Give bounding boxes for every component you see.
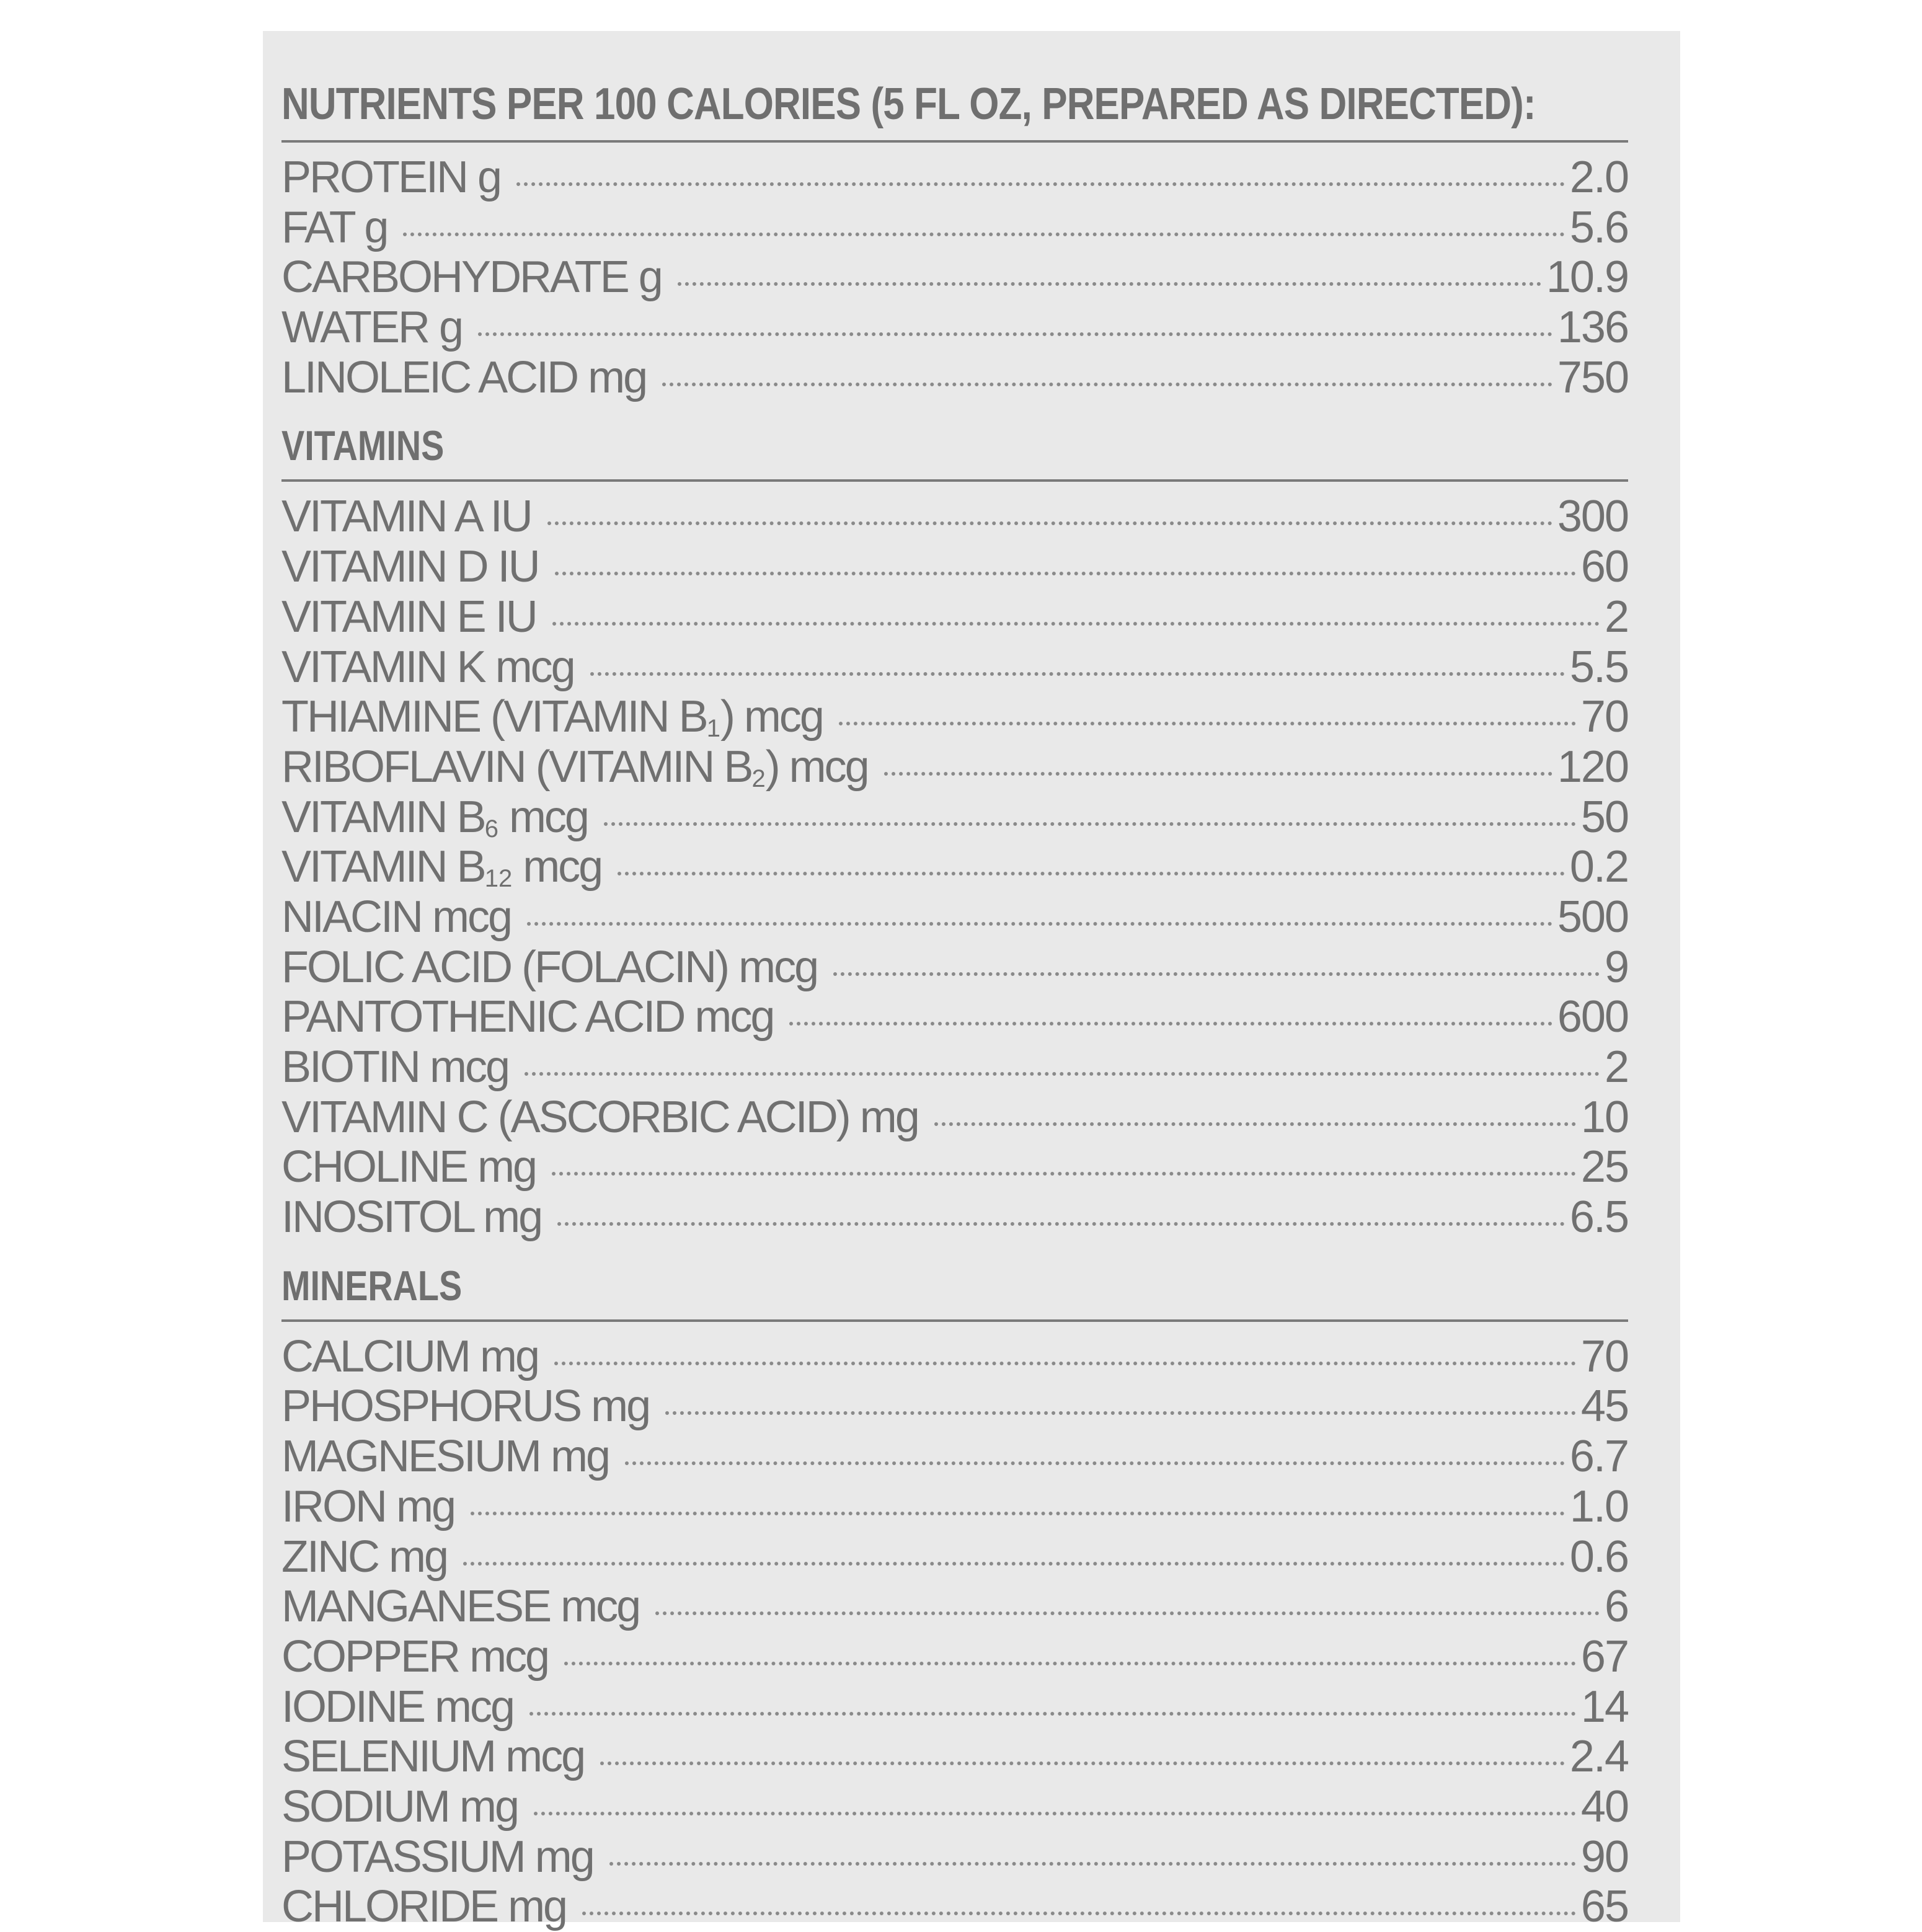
nutrient-label-prefix: RIBOFLAVIN (VITAMIN B: [281, 742, 752, 792]
dot-leader: [582, 1912, 1576, 1915]
nutrient-label: VITAMIN D IU: [281, 542, 539, 592]
nutrient-label: MAGNESIUM mg: [281, 1432, 609, 1482]
nutrient-row: [281, 1042, 1628, 1092]
dot-leader: [600, 1761, 1565, 1765]
dot-leader: [655, 1611, 1600, 1615]
panel-title: NUTRIENTS PER 100 CALORIES (5 FL OZ, PREPARED AS DIRECTED):: [281, 79, 1536, 129]
dot-leader: [604, 822, 1576, 826]
dot-leader: [478, 332, 1552, 336]
nutrient-row: [281, 1482, 1628, 1532]
nutrient-row: [281, 1582, 1628, 1632]
nutrient-label: VITAMIN A IU: [281, 492, 531, 542]
nutrient-value: 70: [1580, 1331, 1628, 1381]
nutrient-value: 10: [1580, 1092, 1628, 1142]
dot-leader: [403, 233, 1564, 236]
dot-leader: [554, 1362, 1576, 1365]
nutrient-label-subscript: 6: [484, 815, 498, 843]
nutrient-value: 300: [1557, 492, 1628, 542]
nutrient-row: [281, 842, 1628, 892]
nutrient-value: 6.5: [1569, 1192, 1628, 1243]
nutrient-label: FAT g: [281, 202, 388, 252]
nutrient-value: 40: [1580, 1781, 1628, 1832]
dot-leader: [552, 622, 1600, 626]
dot-leader: [833, 972, 1600, 976]
minerals-list: [281, 1332, 1628, 1932]
nutrient-row: [281, 642, 1628, 693]
nutrient-label-prefix: VITAMIN B: [281, 842, 485, 892]
nutrient-value: 2: [1604, 592, 1628, 642]
nutrient-value: 25: [1580, 1142, 1628, 1192]
nutrient-value: 0.2: [1569, 842, 1628, 892]
dot-leader: [789, 1022, 1552, 1026]
nutrient-value: 65: [1580, 1882, 1628, 1932]
dot-leader: [525, 1072, 1600, 1076]
dot-leader: [625, 1461, 1565, 1465]
nutrient-label: WATER g: [281, 303, 463, 353]
nutrient-label-suffix: ) mcg: [765, 742, 868, 792]
nutrient-value: 45: [1580, 1381, 1628, 1432]
nutrient-row: [281, 492, 1628, 542]
nutrient-label: POTASSIUM mg: [281, 1832, 593, 1882]
nutrient-label: BIOTIN mcg: [281, 1042, 509, 1092]
nutrient-row: [281, 1732, 1628, 1782]
nutrient-label: NIACIN mcg: [281, 892, 512, 942]
dot-leader: [552, 1172, 1576, 1176]
nutrient-row: [281, 1092, 1628, 1143]
dot-leader: [662, 383, 1552, 386]
nutrient-label: IRON mg: [281, 1481, 455, 1531]
nutrient-label-subscript: 1: [706, 715, 720, 743]
nutrient-value: 136: [1557, 303, 1628, 353]
dot-leader: [609, 1862, 1576, 1866]
nutrient-label-subscript: 12: [484, 865, 513, 893]
nutrient-row: [281, 1532, 1628, 1582]
dot-leader: [618, 872, 1565, 875]
nutrient-value: 6.7: [1569, 1432, 1628, 1482]
dot-leader: [678, 282, 1541, 286]
nutrient-value: 14: [1580, 1682, 1628, 1732]
nutrient-value: 5.6: [1569, 202, 1628, 252]
nutrient-row: [281, 1192, 1628, 1243]
nutrient-value: 2.4: [1569, 1732, 1628, 1782]
nutrient-label: MANGANESE mcg: [281, 1582, 640, 1632]
nutrient-row: [281, 1832, 1628, 1882]
nutrient-value: 5.5: [1569, 642, 1628, 692]
nutrient-row: [281, 1882, 1628, 1932]
nutrient-label: PROTEIN g: [281, 153, 501, 202]
nutrient-label: CHOLINE mg: [281, 1142, 536, 1192]
nutrient-label: ZINC mg: [281, 1531, 447, 1582]
nutrient-label-prefix: VITAMIN B: [281, 792, 485, 842]
vitamins-heading: VITAMINS: [281, 422, 445, 470]
nutrient-row: [281, 1782, 1628, 1832]
nutrient-value: 600: [1557, 992, 1628, 1042]
dot-leader: [839, 722, 1576, 725]
nutrient-value: 750: [1557, 352, 1628, 402]
nutrient-row: [281, 542, 1628, 592]
nutrient-row: [281, 1432, 1628, 1482]
nutrient-value: 500: [1557, 892, 1628, 942]
nutrient-value: 0.6: [1569, 1531, 1628, 1582]
nutrient-value: 67: [1580, 1631, 1628, 1682]
nutrient-value: 70: [1580, 692, 1628, 742]
nutrient-row: [281, 153, 1628, 203]
dot-leader: [934, 1122, 1576, 1126]
nutrient-label: IODINE mcg: [281, 1682, 514, 1732]
nutrient-label: PANTOTHENIC ACID mcg: [281, 992, 774, 1042]
nutrient-label: PHOSPHORUS mg: [281, 1381, 650, 1432]
dot-leader: [534, 1812, 1576, 1815]
dot-leader: [555, 572, 1576, 575]
nutrient-value: 2.0: [1569, 153, 1628, 202]
nutrient-row: [281, 992, 1628, 1042]
nutrient-value: 50: [1580, 792, 1628, 842]
nutrient-value: 6: [1604, 1582, 1628, 1632]
vitamins-divider: [281, 479, 1628, 482]
minerals-heading: MINERALS: [281, 1262, 463, 1309]
dot-leader: [884, 772, 1552, 776]
dot-leader: [557, 1222, 1565, 1226]
nutrient-label: SELENIUM mcg: [281, 1732, 585, 1782]
nutrient-row: [281, 1332, 1628, 1382]
dot-leader: [471, 1512, 1565, 1515]
nutrient-row: [281, 1682, 1628, 1732]
general-nutrient-list: [281, 153, 1628, 402]
nutrient-row: [281, 252, 1628, 303]
nutrient-label: CALCIUM mg: [281, 1331, 539, 1381]
nutrient-label: INOSITOL mg: [281, 1192, 542, 1243]
title-divider: [281, 140, 1628, 143]
nutrient-label: VITAMIN E IU: [281, 592, 536, 642]
nutrient-row: [281, 1381, 1628, 1432]
nutrient-row: [281, 1632, 1628, 1682]
dot-leader: [564, 1662, 1576, 1665]
nutrient-label: CHLORIDE mg: [281, 1882, 567, 1932]
nutrient-label: COPPER mcg: [281, 1631, 549, 1682]
dot-leader: [590, 672, 1565, 676]
nutrient-row: [281, 1142, 1628, 1192]
nutrient-row: [281, 203, 1628, 253]
vitamins-list: [281, 492, 1628, 1242]
minerals-divider: [281, 1319, 1628, 1322]
nutrient-label-suffix: ) mcg: [720, 692, 823, 742]
dot-leader: [665, 1411, 1576, 1415]
nutrient-value: 9: [1604, 942, 1628, 992]
nutrient-row: [281, 692, 1628, 742]
nutrient-label: VITAMIN K mcg: [281, 642, 574, 692]
nutrient-value: 10.9: [1546, 252, 1628, 303]
dot-leader: [463, 1562, 1565, 1566]
nutrient-value: 1.0: [1569, 1481, 1628, 1531]
nutrient-value: 2: [1604, 1042, 1628, 1092]
nutrient-value: 60: [1580, 542, 1628, 592]
nutrient-row: [281, 742, 1628, 792]
nutrient-label: CARBOHYDRATE g: [281, 252, 662, 303]
dot-leader: [547, 521, 1552, 525]
nutrition-panel: [263, 31, 1680, 1932]
nutrient-label-suffix: mcg: [512, 842, 602, 892]
nutrient-value: 120: [1557, 742, 1628, 792]
nutrient-label-prefix: THIAMINE (VITAMIN B: [281, 692, 707, 742]
nutrient-row: [281, 353, 1628, 403]
dot-leader: [516, 182, 1565, 186]
nutrient-row: [281, 303, 1628, 353]
nutrient-value: 90: [1580, 1832, 1628, 1882]
nutrient-label-subscript: 2: [751, 764, 766, 792]
nutrient-row: [281, 942, 1628, 993]
nutrient-row: [281, 792, 1628, 843]
dot-leader: [527, 922, 1552, 926]
nutrient-label: VITAMIN C (ASCORBIC ACID) mg: [281, 1092, 918, 1142]
nutrient-label: FOLIC ACID (FOLACIN) mcg: [281, 942, 818, 992]
nutrient-label: SODIUM mg: [281, 1781, 518, 1832]
dot-leader: [529, 1712, 1576, 1716]
nutrient-label: LINOLEIC ACID mg: [281, 352, 647, 402]
nutrient-label-suffix: mcg: [498, 792, 588, 842]
nutrient-row: [281, 892, 1628, 942]
nutrient-row: [281, 592, 1628, 642]
